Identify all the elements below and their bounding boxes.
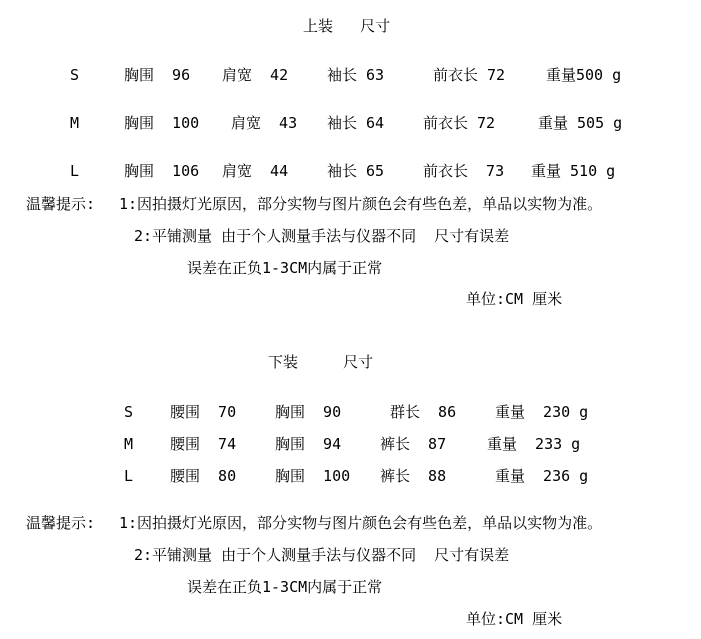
tip-line-2: 2:平铺测量 由于个人测量手法与仪器不同 尺寸有误差 [134, 227, 510, 245]
top-title: 上装 尺寸 [303, 17, 391, 35]
length-value: 裤长 87 [380, 435, 447, 453]
tip-line-1: 1:因拍摄灯光原因，部分实物与图片颜色会有些色差，单品以实物为准。 [119, 195, 603, 213]
sleeve-value: 袖长 64 [327, 114, 385, 132]
front-length-value: 前衣长 73 [423, 162, 505, 180]
size-label: S [70, 66, 80, 84]
waist-value: 腰围 74 [170, 435, 237, 453]
tips-label: 温馨提示: [26, 514, 96, 532]
length-value: 裤长 88 [380, 467, 447, 485]
unit-label: 单位:CM 厘米 [466, 610, 563, 628]
size-label: M [124, 435, 134, 453]
weight-value: 重量 510 g [531, 162, 616, 180]
chest-value: 胸围 100 [124, 114, 200, 132]
weight-value: 重量 233 g [487, 435, 581, 453]
weight-value: 重量 236 g [495, 467, 589, 485]
waist-value: 腰围 80 [170, 467, 237, 485]
sleeve-value: 袖长 65 [327, 162, 385, 180]
tips-label: 温馨提示: [26, 195, 96, 213]
weight-value: 重量500 g [546, 66, 622, 84]
tip-line-2: 2:平铺测量 由于个人测量手法与仪器不同 尺寸有误差 [134, 546, 510, 564]
chest-value: 胸围 90 [275, 403, 342, 421]
size-label: M [70, 114, 80, 132]
weight-value: 重量 505 g [538, 114, 623, 132]
chest-value: 胸围 96 [124, 66, 191, 84]
tip-line-1: 1:因拍摄灯光原因，部分实物与图片颜色会有些色差，单品以实物为准。 [119, 514, 603, 532]
unit-label: 单位:CM 厘米 [466, 290, 563, 308]
shoulder-value: 肩宽 44 [222, 162, 289, 180]
size-label: L [124, 467, 134, 485]
weight-value: 重量 230 g [495, 403, 589, 421]
size-label: L [70, 162, 80, 180]
length-value: 群长 86 [390, 403, 457, 421]
shoulder-value: 肩宽 42 [222, 66, 289, 84]
tip-line-3: 误差在正负1-3CM内属于正常 [187, 259, 383, 277]
chest-value: 胸围 106 [124, 162, 200, 180]
front-length-value: 前衣长 72 [423, 114, 496, 132]
bottom-title: 下装 尺寸 [268, 353, 374, 371]
chest-value: 胸围 94 [275, 435, 342, 453]
tip-line-3: 误差在正负1-3CM内属于正常 [187, 578, 383, 596]
sleeve-value: 袖长 63 [327, 66, 385, 84]
front-length-value: 前衣长 72 [433, 66, 506, 84]
shoulder-value: 肩宽 43 [231, 114, 298, 132]
size-label: S [124, 403, 134, 421]
chest-value: 胸围 100 [275, 467, 351, 485]
waist-value: 腰围 70 [170, 403, 237, 421]
